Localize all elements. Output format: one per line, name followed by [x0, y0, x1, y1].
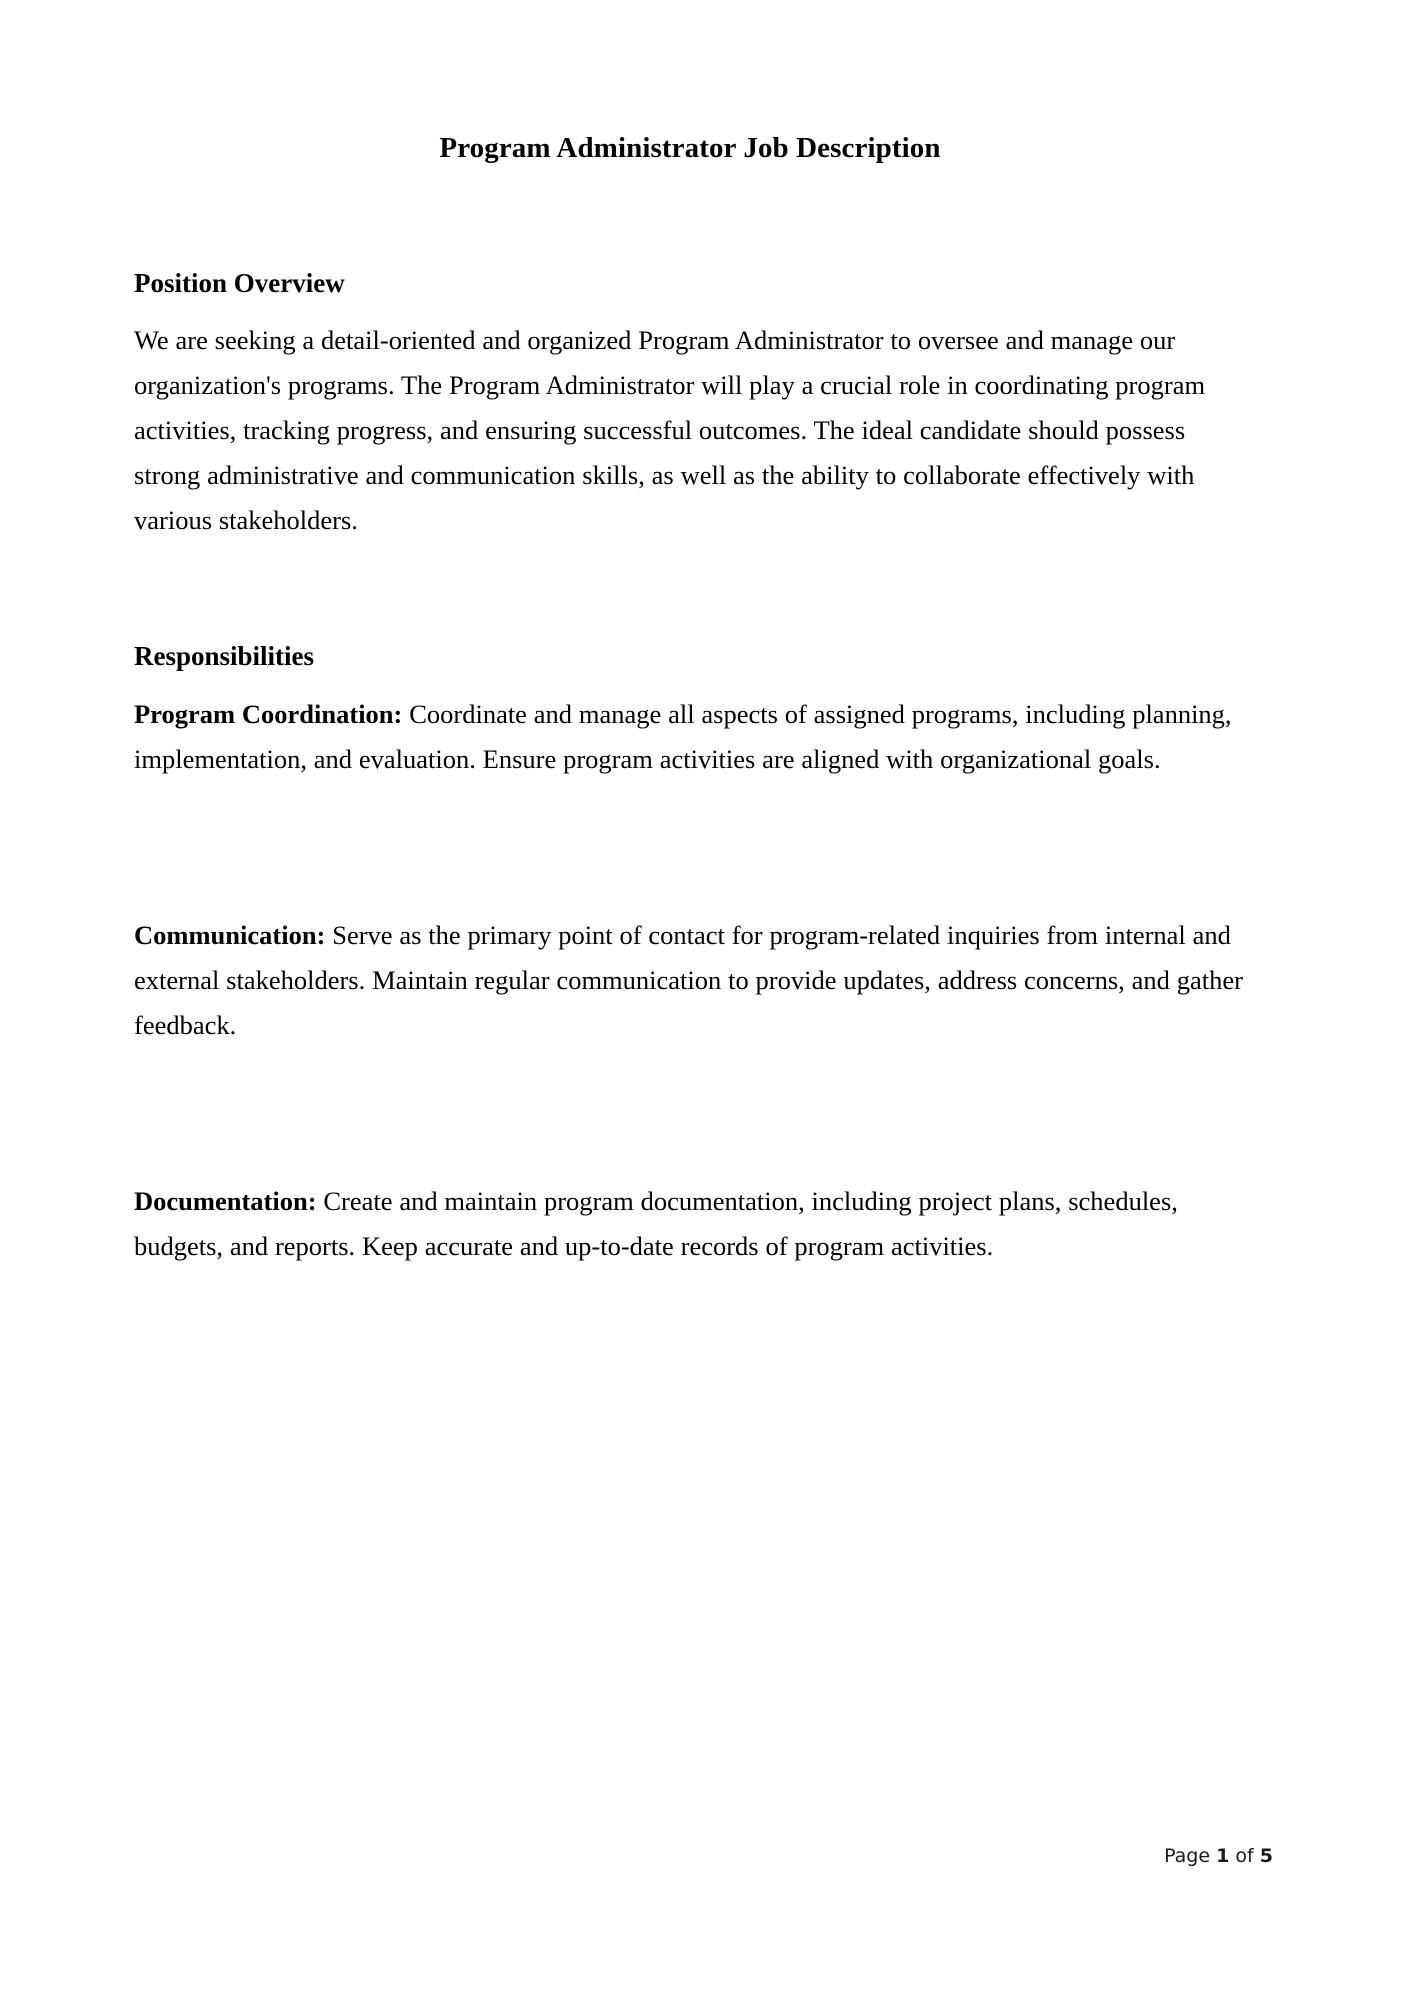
footer-page-label: Page	[1164, 1845, 1211, 1867]
footer-total-pages: 5	[1259, 1845, 1273, 1867]
lead-in-documentation: Documentation:	[134, 1185, 317, 1216]
page-footer	[134, 1845, 1273, 1868]
spacer	[134, 301, 1246, 318]
page-title: Program Administrator Job Description	[439, 132, 941, 164]
paragraph-text-program-coordination: Coordinate and manage all aspects of assigned programs, including planning, implementation, and evaluation. Ensure program activities are aligned with organizational goals.	[134, 698, 1232, 774]
paragraph-text-communication: Serve as the primary point of contact for program-related inquiries from internal and external stakeholders. Maintain regular communication to provide updates, address concerns, and gather feedback.	[134, 919, 1243, 1040]
document-body	[134, 0, 1246, 1269]
spacer	[134, 675, 1246, 692]
paragraph-documentation	[134, 1179, 1246, 1269]
section-heading-position-overview: Position Overview	[134, 267, 345, 298]
spacer	[134, 782, 1246, 913]
lead-in-communication: Communication:	[134, 919, 326, 950]
footer-current-page: 1	[1216, 1845, 1230, 1867]
section-heading-responsibilities: Responsibilities	[134, 641, 315, 672]
spacer	[134, 1048, 1246, 1179]
footer-of-label: of	[1235, 1845, 1254, 1867]
paragraph-position-overview: We are seeking a detail-oriented and organized Program Administrator to oversee and manage our organization's programs. The Program Administrator will play a crucial role in coordinating program activities, tracking progress, and ensuring successful outcomes. The ideal candidate should possess strong administrative and communication skills, as well as the ability to collaborate effectively with various stakeholders.	[134, 325, 1206, 536]
section-responsibilities	[134, 543, 1246, 674]
lead-in-program-coordination: Program Coordination:	[134, 698, 403, 729]
paragraph-program-coordination	[134, 692, 1246, 782]
section-position-overview	[134, 168, 1246, 301]
paragraph-text-documentation: Create and maintain program documentation, including project plans, schedules, budgets, and reports. Keep accurate and up-to-date records of program activities.	[134, 1185, 1178, 1261]
paragraph-communication	[134, 913, 1246, 1048]
